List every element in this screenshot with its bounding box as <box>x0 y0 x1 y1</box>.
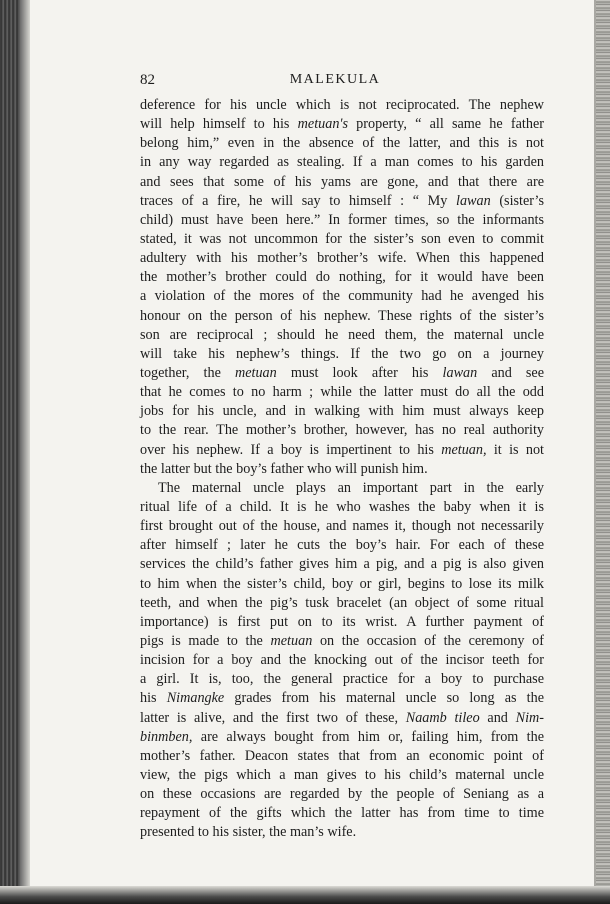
text-segment: and sees that some of his yams are gone, and that there are <box>140 173 544 190</box>
text-segment: repayment of the gifts which the latter has from time to time <box>140 805 544 822</box>
running-head: MALEKULA <box>289 72 381 87</box>
text-segment: after himself ; later he cuts the boy’s hair. For each of these <box>140 537 544 554</box>
text-line <box>140 670 544 689</box>
text-line <box>140 785 544 804</box>
text-line <box>140 632 544 651</box>
text-segment: on the occasion of the ceremony of <box>312 632 544 649</box>
text-segment: that he comes to no harm ; while the latter must do all the odd <box>140 384 544 401</box>
italic-term: Nimangke <box>166 690 225 707</box>
text-line <box>140 747 544 766</box>
text-line <box>140 651 544 670</box>
italic-term: metuan <box>270 632 313 649</box>
body-text <box>140 96 544 842</box>
text-line <box>140 613 544 632</box>
italic-term: lawan <box>442 364 478 381</box>
text-segment: teeth, and when the pig’s tusk bracelet (an object of some ritual <box>140 594 544 611</box>
text-segment: deference for his uncle which is not reciprocated. The nephew <box>140 97 544 113</box>
text-segment: incision for a boy and the knocking out of the incisor teeth for <box>140 652 544 669</box>
text-line <box>140 594 544 613</box>
text-line <box>140 421 544 440</box>
text-line <box>140 517 544 536</box>
italic-term: metuan's <box>297 116 348 133</box>
text-segment: traces of a fire, he will say to himself : “ My <box>140 192 456 209</box>
text-line <box>140 402 544 421</box>
text-segment: stated, it was not uncommon for the sister’s son even to commit <box>140 230 544 247</box>
text-segment: jobs for his uncle, and in walking with him must always keep <box>140 403 544 420</box>
text-segment: and see <box>477 364 545 381</box>
text-segment: are always bought from him or, failing him, from the <box>192 728 544 745</box>
text-line <box>140 728 544 747</box>
text-segment: first brought out of the house, and names it, though not necessarily <box>140 518 544 535</box>
text-line <box>140 555 544 574</box>
text-segment: child) must have been here.” In former times, so the informants <box>140 211 544 228</box>
text-segment: pigs is made to the <box>140 632 271 649</box>
text-segment: belong him,” even in the absence of the latter, and this is not <box>140 135 544 152</box>
text-segment: ritual life of a child. It is he who washes the baby when it is <box>140 498 544 515</box>
text-segment: over his nephew. If a boy is impertinent to his <box>140 441 442 458</box>
text-line <box>140 441 544 460</box>
text-segment: (sister’s <box>490 192 544 209</box>
text-segment: latter is alive, and the first two of these, <box>140 709 406 726</box>
text-segment: together, the <box>140 364 235 381</box>
text-line <box>140 173 544 192</box>
text-segment: the latter but the boy’s father who will punish him. <box>140 460 428 477</box>
text-line <box>140 326 544 345</box>
text-line <box>140 689 544 708</box>
text-segment: The maternal uncle plays an important part in the early <box>158 479 544 496</box>
text-segment: it is not <box>486 441 544 458</box>
text-line <box>140 115 544 134</box>
text-line <box>140 230 544 249</box>
text-line <box>140 766 544 785</box>
page-header <box>140 72 490 94</box>
text-line <box>140 364 544 383</box>
text-segment: a violation of the mores of the community had he avenged his <box>140 288 544 305</box>
text-segment: to the rear. The mother’s brother, however, has no real authority <box>140 422 544 439</box>
binding-shadow <box>20 0 30 904</box>
text-line <box>140 211 544 230</box>
text-line <box>140 460 544 479</box>
text-segment: in any way regarded as stealing. If a man comes to his garden <box>140 154 544 171</box>
text-line <box>140 536 544 555</box>
text-segment: the mother’s brother could do nothing, for it would have been <box>140 269 544 286</box>
italic-term: lawan <box>456 192 491 209</box>
text-segment: adultery with his mother’s brother’s wife. When this happened <box>140 250 544 267</box>
text-segment: view, the pigs which a man gives to his child’s maternal uncle <box>140 766 544 783</box>
italic-term: binmben, <box>140 728 193 745</box>
italic-term: metuan <box>234 364 277 381</box>
text-line <box>140 345 544 364</box>
text-segment: his <box>140 690 167 707</box>
text-segment: presented to his sister, the man’s wife. <box>140 824 357 841</box>
text-line <box>140 709 544 728</box>
page-edge-right <box>596 0 610 904</box>
text-line <box>140 153 544 172</box>
text-segment: a girl. It is, too, the general practice for a boy to purchase <box>140 671 544 688</box>
text-segment: services the child’s father gives him a pig, and a pig is also given <box>140 556 544 573</box>
italic-term: metuan, <box>441 441 487 458</box>
text-line <box>140 383 544 402</box>
text-segment: will take his nephew’s things. If the two go on a journey <box>140 345 544 362</box>
text-segment: son are reciprocal ; should he need them, the maternal uncle <box>140 326 544 343</box>
text-line <box>140 804 544 823</box>
book-binding-left <box>0 0 20 904</box>
page-number: 82 <box>140 72 155 88</box>
text-segment: mother’s father. Deacon states that from an economic point of <box>140 747 544 764</box>
text-segment: will help himself to his <box>140 116 298 133</box>
text-segment: importance) is first put on to its wrist. A further payment of <box>140 613 544 630</box>
text-segment: honour on the person of his nephew. These rights of the sister’s <box>140 307 544 324</box>
text-segment: grades from his maternal uncle so long as the <box>224 690 544 707</box>
text-line <box>140 287 544 306</box>
text-line <box>140 96 544 115</box>
text-segment: property, “ all same he father <box>347 116 544 133</box>
text-line <box>140 268 544 287</box>
text-line <box>140 823 544 842</box>
text-segment: to him when the sister’s child, boy or girl, begins to lose its milk <box>140 575 544 592</box>
text-segment: must look after his <box>276 364 443 381</box>
text-line <box>140 249 544 268</box>
text-segment: and <box>479 709 516 726</box>
italic-term: Nim- <box>515 709 544 726</box>
text-segment: on these occasions are regarded by the people of Seniang as a <box>140 786 544 803</box>
italic-term: Naamb tileo <box>405 709 480 726</box>
text-line <box>140 307 544 326</box>
text-line <box>140 575 544 594</box>
text-line <box>140 479 544 498</box>
text-line <box>140 498 544 517</box>
text-line <box>140 192 544 211</box>
text-line <box>140 134 544 153</box>
page-bottom-edge <box>0 886 610 904</box>
